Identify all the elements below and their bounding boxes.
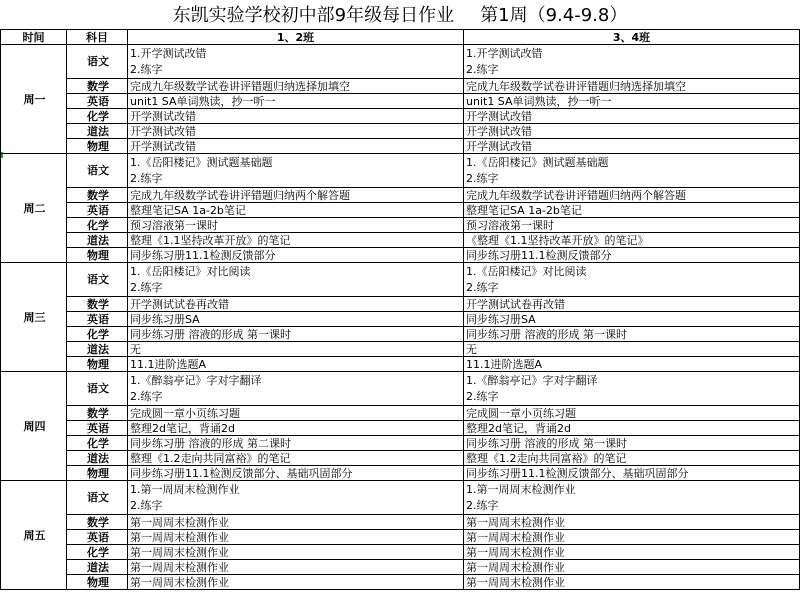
assignment-line: 完成圆一章小页练习题 — [466, 406, 576, 420]
assignment-line: 同步练习册SA — [466, 312, 536, 326]
assignment-cell-class-a[interactable] — [128, 327, 464, 342]
assignment-cell-class-b[interactable] — [464, 545, 800, 560]
assignment-line: 2.练字 — [130, 389, 163, 403]
assignment-line: 11.1进阶选题A — [130, 357, 207, 371]
subject-cell[interactable]: 语文 — [67, 481, 128, 515]
table-row — [1, 154, 800, 188]
subject-cell[interactable]: 道法 — [67, 451, 128, 466]
table-row — [1, 124, 800, 139]
title-week: 第1周（9.4-9.8） — [480, 5, 628, 26]
assignment-cell-class-a[interactable] — [128, 357, 464, 372]
assignment-line: 1.《醉翁亭记》字对字翻译 — [466, 373, 598, 387]
assignment-line: 整理《1.2走向共同富裕》的笔记 — [130, 451, 291, 465]
subject-cell[interactable]: 道法 — [67, 560, 128, 575]
subject-cell[interactable]: 英语 — [67, 421, 128, 436]
assignment-cell-class-a[interactable] — [128, 342, 464, 357]
assignment-cell-class-a[interactable] — [128, 421, 464, 436]
subject-cell[interactable]: 英语 — [67, 312, 128, 327]
table-row — [1, 530, 800, 545]
subject-cell[interactable]: 语文 — [67, 154, 128, 188]
assignment-cell-class-b[interactable] — [464, 466, 800, 481]
assignment-line: 完成九年级数学试卷讲评错题归纳选择加填空 — [466, 79, 686, 93]
assignment-line: 第一周周末检测作业 — [130, 560, 229, 574]
table-row — [1, 451, 800, 466]
table-body — [1, 45, 800, 590]
assignment-line: 完成九年级数学试卷讲评错题归纳两个解答题 — [466, 188, 686, 202]
assignment-line: 第一周周末检测作业 — [130, 530, 229, 544]
assignment-line: 第一周周末检测作业 — [466, 515, 565, 529]
subject-cell[interactable]: 物理 — [67, 139, 128, 154]
table-row — [1, 466, 800, 481]
assignment-line: 完成圆一章小页练习题 — [130, 406, 240, 420]
assignment-line: 预习溶液第一课时 — [130, 218, 218, 232]
assignment-cell-class-a[interactable] — [128, 154, 464, 188]
assignment-cell-class-b[interactable] — [464, 515, 800, 530]
assignment-line: 同步练习册11.1检测反馈部分 — [466, 248, 612, 262]
assignment-cell-class-b[interactable] — [464, 124, 800, 139]
sheet-title — [0, 3, 800, 28]
day-cell[interactable]: 周二 — [1, 154, 67, 263]
assignment-cell-class-a[interactable] — [128, 575, 464, 590]
subject-cell[interactable]: 道法 — [67, 342, 128, 357]
assignment-cell-class-a[interactable] — [128, 481, 464, 515]
assignment-line: 开学测试改错 — [466, 109, 532, 123]
header-class-b[interactable]: 3、4班 — [464, 30, 800, 45]
subject-cell[interactable]: 物理 — [67, 248, 128, 263]
assignment-line: 第一周周末检测作业 — [466, 545, 565, 559]
table-row — [1, 515, 800, 530]
assignment-cell-class-b[interactable] — [464, 530, 800, 545]
table-row — [1, 45, 800, 79]
assignment-line: 整理《1.1坚持改革开放》的笔记 — [130, 233, 291, 247]
assignment-cell-class-b[interactable] — [464, 421, 800, 436]
subject-cell[interactable]: 语文 — [67, 372, 128, 406]
title-main: 东凯实验学校初中部9年级每日作业 — [172, 5, 455, 26]
assignment-cell-class-a[interactable] — [128, 515, 464, 530]
assignment-line: 无 — [130, 342, 141, 356]
assignment-cell-class-b[interactable] — [464, 372, 800, 406]
homework-table — [0, 29, 800, 590]
day-cell[interactable]: 周三 — [1, 263, 67, 372]
assignment-cell-class-b[interactable] — [464, 560, 800, 575]
assignment-line: 2.练字 — [130, 62, 163, 76]
assignment-cell-class-b[interactable] — [464, 327, 800, 342]
subject-cell[interactable]: 英语 — [67, 530, 128, 545]
subject-cell[interactable]: 化学 — [67, 436, 128, 451]
assignment-line: 开学测试改错 — [130, 109, 196, 123]
assignment-cell-class-b[interactable] — [464, 436, 800, 451]
assignment-line: 第一周周末检测作业 — [130, 575, 229, 589]
assignment-cell-class-a[interactable] — [128, 406, 464, 421]
assignment-cell-class-a[interactable] — [128, 436, 464, 451]
table-row — [1, 436, 800, 451]
table-row — [1, 406, 800, 421]
table-row — [1, 342, 800, 357]
assignment-line: 预习溶液第一课时 — [466, 218, 554, 232]
table-row — [1, 263, 800, 297]
subject-cell[interactable]: 化学 — [67, 109, 128, 124]
assignment-line: 整理《1.2走向共同富裕》的笔记 — [466, 451, 627, 465]
table-row — [1, 575, 800, 590]
assignment-cell-class-b[interactable] — [464, 94, 800, 109]
header-subject[interactable]: 科目 — [67, 30, 128, 45]
assignment-cell-class-a[interactable] — [128, 218, 464, 233]
assignment-cell-class-a[interactable] — [128, 297, 464, 312]
assignment-line: 2.练字 — [466, 280, 499, 294]
assignment-cell-class-a[interactable] — [128, 248, 464, 263]
table-row — [1, 481, 800, 515]
assignment-cell-class-a[interactable] — [128, 545, 464, 560]
assignment-line: 1.《岳阳楼记》对比阅读 — [466, 264, 587, 278]
assignment-cell-class-a[interactable] — [128, 530, 464, 545]
assignment-line: unit1 SA单词熟读，抄一听一 — [130, 94, 276, 108]
assignment-line: 同步练习册11.1检测反馈部分、基础巩固部分 — [130, 466, 353, 480]
assignment-line: 1.第一周周末检测作业 — [130, 482, 240, 496]
table-row — [1, 327, 800, 342]
assignment-line: 开学测试改错 — [466, 139, 532, 153]
assignment-line: 1.《醉翁亭记》字对字翻译 — [130, 373, 262, 387]
subject-cell[interactable]: 英语 — [67, 203, 128, 218]
table-row — [1, 312, 800, 327]
assignment-cell-class-b[interactable] — [464, 263, 800, 297]
table-row — [1, 560, 800, 575]
assignment-line: 同步练习册11.1检测反馈部分、基础巩固部分 — [466, 466, 689, 480]
table-row — [1, 94, 800, 109]
subject-cell[interactable]: 化学 — [67, 327, 128, 342]
assignment-line: 1.开学测试改错 — [130, 46, 207, 60]
assignment-cell-class-b[interactable] — [464, 342, 800, 357]
assignment-cell-class-a[interactable] — [128, 560, 464, 575]
subject-cell[interactable]: 数学 — [67, 188, 128, 203]
assignment-cell-class-a[interactable] — [128, 109, 464, 124]
assignment-line: 完成九年级数学试卷讲评错题归纳选择加填空 — [130, 79, 350, 93]
assignment-cell-class-a[interactable] — [128, 466, 464, 481]
table-row — [1, 109, 800, 124]
assignment-line: 《整理《1.1坚持改革开放》的笔记》 — [466, 233, 649, 247]
assignment-cell-class-a[interactable] — [128, 124, 464, 139]
header-class-a[interactable]: 1、2班 — [128, 30, 464, 45]
assignment-cell-class-b[interactable] — [464, 575, 800, 590]
assignment-cell-class-b[interactable] — [464, 297, 800, 312]
assignment-cell-class-b[interactable] — [464, 357, 800, 372]
header-row — [1, 30, 800, 45]
assignment-cell-class-a[interactable] — [128, 451, 464, 466]
header-time[interactable]: 时间 — [1, 30, 67, 45]
subject-cell[interactable]: 道法 — [67, 233, 128, 248]
assignment-line: 1.开学测试改错 — [466, 46, 543, 60]
assignment-line: 同步练习册11.1检测反馈部分 — [130, 248, 276, 262]
table-row — [1, 188, 800, 203]
table-row — [1, 218, 800, 233]
subject-cell[interactable]: 物理 — [67, 575, 128, 590]
assignment-cell-class-b[interactable] — [464, 109, 800, 124]
assignment-cell-class-a[interactable] — [128, 263, 464, 297]
assignment-line: 第一周周末检测作业 — [466, 560, 565, 574]
assignment-line: 2.练字 — [130, 280, 163, 294]
table-row — [1, 357, 800, 372]
assignment-cell-class-a[interactable] — [128, 372, 464, 406]
assignment-line: 1.《岳阳楼记》对比阅读 — [130, 264, 251, 278]
assignment-line: 2.练字 — [130, 498, 163, 512]
subject-cell[interactable]: 数学 — [67, 79, 128, 94]
assignment-line: 2.练字 — [466, 389, 499, 403]
assignment-line: 第一周周末检测作业 — [466, 530, 565, 544]
assignment-line: 开学测试改错 — [466, 124, 532, 138]
assignment-cell-class-a[interactable] — [128, 94, 464, 109]
assignment-line: 第一周周末检测作业 — [130, 515, 229, 529]
assignment-line: 开学测试试卷再改错 — [466, 297, 565, 311]
assignment-cell-class-a[interactable] — [128, 139, 464, 154]
subject-cell[interactable]: 道法 — [67, 124, 128, 139]
assignment-cell-class-b[interactable] — [464, 203, 800, 218]
assignment-cell-class-a[interactable] — [128, 233, 464, 248]
assignment-line: 1.《岳阳楼记》测试题基础题 — [130, 155, 273, 169]
subject-cell[interactable]: 物理 — [67, 466, 128, 481]
table-row — [1, 248, 800, 263]
subject-cell[interactable]: 数学 — [67, 515, 128, 530]
table-row — [1, 79, 800, 94]
day-cell[interactable]: 周四 — [1, 372, 67, 481]
assignment-cell-class-b[interactable] — [464, 154, 800, 188]
subject-cell[interactable]: 数学 — [67, 406, 128, 421]
table-row — [1, 372, 800, 406]
assignment-line: 2.练字 — [466, 498, 499, 512]
table-row — [1, 139, 800, 154]
assignment-cell-class-a[interactable] — [128, 45, 464, 79]
assignment-line: 第一周周末检测作业 — [466, 575, 565, 589]
table-row — [1, 297, 800, 312]
table-row — [1, 545, 800, 560]
assignment-line: 开学测试试卷再改错 — [130, 297, 229, 311]
assignment-line: 同步练习册 溶液的形成 第一课时 — [466, 436, 627, 450]
day-cell[interactable]: 周五 — [1, 481, 67, 590]
assignment-line: 2.练字 — [130, 171, 163, 185]
subject-cell[interactable]: 化学 — [67, 218, 128, 233]
assignment-cell-class-a[interactable] — [128, 79, 464, 94]
table-row — [1, 421, 800, 436]
assignment-line: 整理笔记SA 1a-2b笔记 — [466, 203, 582, 217]
assignment-line: 整理笔记SA 1a-2b笔记 — [130, 203, 246, 217]
assignment-cell-class-a[interactable] — [128, 203, 464, 218]
assignment-cell-class-b[interactable] — [464, 188, 800, 203]
assignment-line: 同步练习册 溶液的形成 第一课时 — [466, 327, 627, 341]
assignment-line: unit1 SA单词熟读，抄一听一 — [466, 94, 612, 108]
assignment-line: 同步练习册SA — [130, 312, 200, 326]
table-row — [1, 233, 800, 248]
assignment-line: 整理2d笔记，背诵2d — [466, 421, 571, 435]
assignment-cell-class-b[interactable] — [464, 45, 800, 79]
assignment-cell-class-b[interactable] — [464, 481, 800, 515]
subject-cell[interactable]: 语文 — [67, 263, 128, 297]
assignment-line: 2.练字 — [466, 171, 499, 185]
assignment-cell-class-b[interactable] — [464, 79, 800, 94]
assignment-line: 11.1进阶选题A — [466, 357, 543, 371]
assignment-cell-class-a[interactable] — [128, 312, 464, 327]
table-row — [1, 203, 800, 218]
day-cell[interactable]: 周一 — [1, 45, 67, 154]
subject-cell[interactable]: 物理 — [67, 357, 128, 372]
assignment-line: 同步练习册 溶液的形成 第二课时 — [130, 436, 291, 450]
assignment-cell-class-b[interactable] — [464, 139, 800, 154]
subject-cell[interactable]: 语文 — [67, 45, 128, 79]
assignment-line: 同步练习册 溶液的形成 第一课时 — [130, 327, 291, 341]
assignment-cell-class-b[interactable] — [464, 233, 800, 248]
assignment-line: 开学测试改错 — [130, 139, 196, 153]
assignment-cell-class-b[interactable] — [464, 248, 800, 263]
assignment-line: 完成九年级数学试卷讲评错题归纳两个解答题 — [130, 188, 350, 202]
subject-cell[interactable]: 化学 — [67, 545, 128, 560]
assignment-line: 无 — [466, 342, 477, 356]
assignment-line: 第一周周末检测作业 — [130, 545, 229, 559]
assignment-line: 开学测试改错 — [130, 124, 196, 138]
assignment-cell-class-a[interactable] — [128, 188, 464, 203]
assignment-cell-class-b[interactable] — [464, 312, 800, 327]
assignment-line: 2.练字 — [466, 62, 499, 76]
assignment-line: 1.第一周周末检测作业 — [466, 482, 576, 496]
assignment-cell-class-b[interactable] — [464, 451, 800, 466]
assignment-cell-class-b[interactable] — [464, 406, 800, 421]
assignment-cell-class-b[interactable] — [464, 218, 800, 233]
subject-cell[interactable]: 数学 — [67, 297, 128, 312]
subject-cell[interactable]: 英语 — [67, 94, 128, 109]
assignment-line: 整理2d笔记，背诵2d — [130, 421, 235, 435]
assignment-line: 1.《岳阳楼记》测试题基础题 — [466, 155, 609, 169]
